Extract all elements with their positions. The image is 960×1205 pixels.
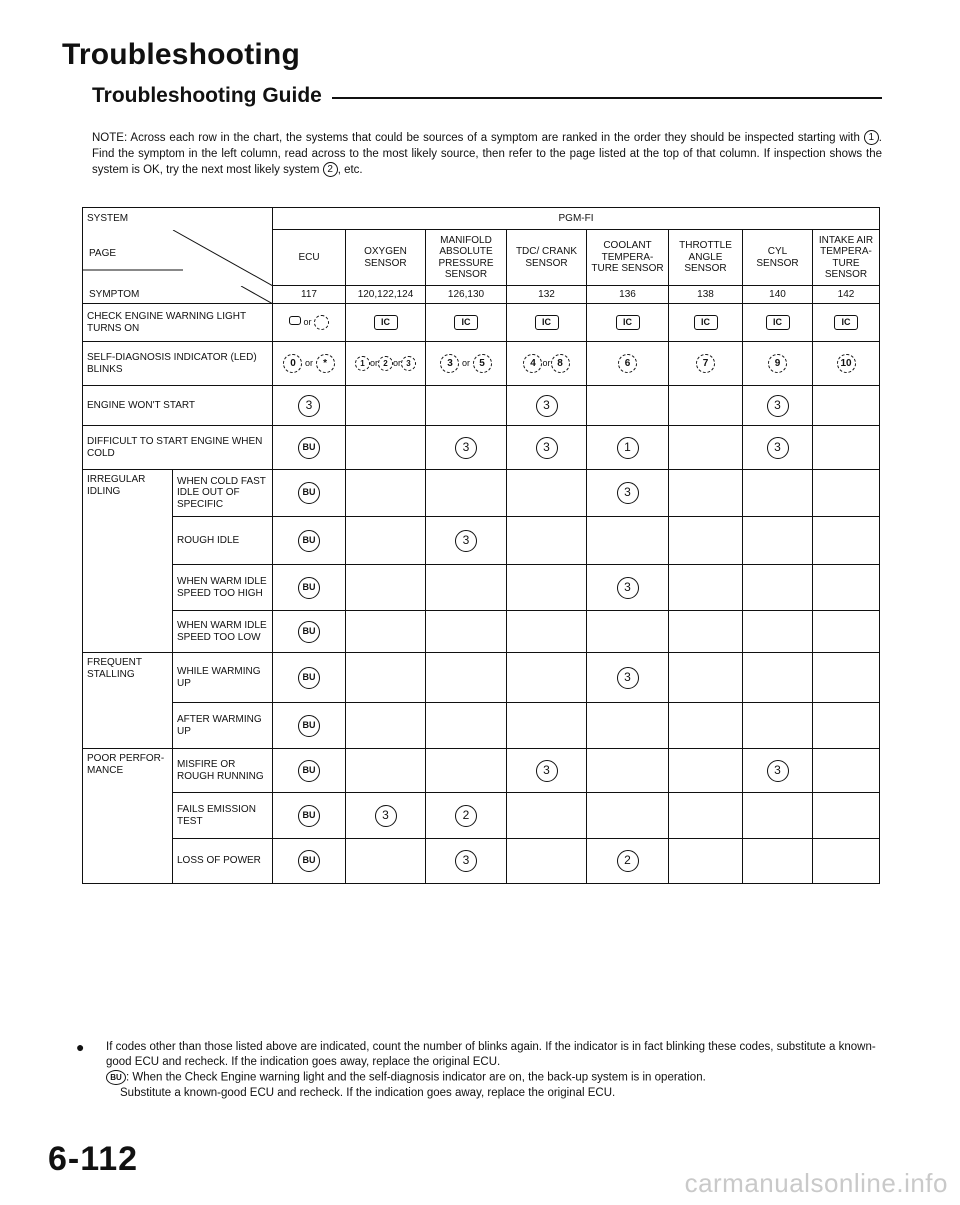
cell	[743, 703, 813, 749]
cell	[426, 793, 507, 839]
cell	[273, 653, 346, 703]
cell	[426, 653, 507, 703]
table-row	[83, 386, 880, 426]
col-intake-air-temp-sensor: INTAKE AIR TEMPERA- TURE SENSOR	[813, 230, 880, 286]
frequent-stalling-group: FREQUENT STALLING	[83, 653, 173, 749]
symptom-label-cell	[83, 286, 273, 304]
note-text-3: , etc.	[337, 164, 363, 176]
cell	[669, 749, 743, 793]
rough-idle-label: ROUGH IDLE	[173, 517, 273, 565]
col-cyl-sensor: CYL SENSOR	[743, 230, 813, 286]
cell	[743, 793, 813, 839]
col-oxygen-sensor: OXYGEN SENSOR	[346, 230, 426, 286]
led-code-icon: 4	[523, 354, 542, 373]
col-throttle-angle-sensor: THROTTLE ANGLE SENSOR	[669, 230, 743, 286]
cell	[273, 793, 346, 839]
check-engine-throttle	[669, 304, 743, 342]
rank-mark: 3	[455, 850, 477, 872]
table-row	[83, 611, 880, 653]
table-row	[83, 703, 880, 749]
led-code-icon: 9	[768, 354, 787, 373]
cell	[669, 386, 743, 426]
irregular-idling-group: IRREGULAR IDLING	[83, 470, 173, 653]
rank-mark: 3	[617, 577, 639, 599]
lamp-off-icon	[289, 316, 301, 325]
cell	[813, 611, 880, 653]
page-map: 126,130	[426, 286, 507, 304]
cell	[587, 470, 669, 517]
or-text: or	[393, 357, 402, 368]
check-engine-icon: IC	[535, 315, 559, 330]
rank-mark: 3	[536, 760, 558, 782]
rank-mark: 3	[536, 395, 558, 417]
col-tdc-crank-sensor: TDC/ CRANK SENSOR	[507, 230, 587, 286]
cell	[507, 749, 587, 793]
cell	[743, 611, 813, 653]
cell	[669, 470, 743, 517]
footnote	[76, 1040, 886, 1101]
system-label: SYSTEM	[83, 208, 273, 230]
cell	[813, 839, 880, 884]
rank-mark: 3	[617, 667, 639, 689]
misfire-label: MISFIRE OR ROUGH RUNNING	[173, 749, 273, 793]
page-cyl: 140	[743, 286, 813, 304]
check-engine-oxygen	[346, 304, 426, 342]
cell	[587, 517, 669, 565]
led-code-icon: 6	[618, 354, 637, 373]
cell	[507, 517, 587, 565]
led-code-icon: 5	[473, 354, 492, 373]
backup-mark: BU	[298, 482, 320, 504]
table-row	[83, 749, 880, 793]
rank-mark: 3	[767, 437, 789, 459]
rank-mark: 2	[455, 805, 477, 827]
check-engine-map	[426, 304, 507, 342]
cell	[813, 703, 880, 749]
check-engine-icon: IC	[766, 315, 790, 330]
cell	[426, 565, 507, 611]
cell	[813, 517, 880, 565]
page-number: 6-112	[48, 1140, 139, 1178]
cell	[346, 839, 426, 884]
check-engine-cyl	[743, 304, 813, 342]
backup-mark: BU	[298, 621, 320, 643]
backup-mark: BU	[106, 1070, 126, 1085]
cell	[346, 749, 426, 793]
page-iat: 142	[813, 286, 880, 304]
rank-mark: 3	[767, 395, 789, 417]
rank-mark: 3	[767, 760, 789, 782]
watermark: carmanualsonline.info	[684, 1168, 948, 1198]
cell	[273, 517, 346, 565]
table-row	[83, 653, 880, 703]
cell	[426, 749, 507, 793]
footnote-line-3: Substitute a known-good ECU and recheck. If the indication goes away, replace the original ECU.	[120, 1086, 616, 1099]
cell	[507, 565, 587, 611]
cell	[426, 517, 507, 565]
cell	[273, 386, 346, 426]
page-oxygen: 120,122,124	[346, 286, 426, 304]
cell	[669, 839, 743, 884]
led-code-icon: 10	[837, 354, 856, 373]
cell	[743, 565, 813, 611]
page-label-cell	[83, 230, 273, 286]
note-text-1: NOTE: Across each row in the chart, the systems that could be sources of a symptom are ranked in the order they should be inspected starting with	[92, 132, 860, 144]
cell	[669, 653, 743, 703]
cell	[813, 386, 880, 426]
table-row	[83, 793, 880, 839]
cell	[669, 426, 743, 470]
led-code-icon: 0	[283, 354, 302, 373]
led-code-icon: 3	[440, 354, 459, 373]
backup-mark: BU	[298, 577, 320, 599]
table-row	[83, 426, 880, 470]
sd-oxygen	[346, 342, 426, 386]
cold-start-label: DIFFICULT TO START ENGINE WHEN COLD	[83, 426, 273, 470]
cell	[669, 517, 743, 565]
cell	[669, 565, 743, 611]
led-code-icon: *	[316, 354, 335, 373]
table-row	[83, 470, 880, 517]
cell	[669, 703, 743, 749]
backup-mark: BU	[298, 760, 320, 782]
backup-mark: BU	[298, 805, 320, 827]
no-start-label: ENGINE WON'T START	[83, 386, 273, 426]
cell	[813, 426, 880, 470]
cell	[743, 470, 813, 517]
table-row	[83, 565, 880, 611]
column-names-row	[83, 230, 880, 286]
col-coolant-temp-sensor: COOLANT TEMPERA- TURE SENSOR	[587, 230, 669, 286]
page-throttle: 138	[669, 286, 743, 304]
cell	[426, 839, 507, 884]
cell	[507, 470, 587, 517]
cell	[346, 653, 426, 703]
cell	[813, 565, 880, 611]
check-engine-row	[83, 304, 880, 342]
cell	[507, 839, 587, 884]
cell	[346, 703, 426, 749]
cell	[507, 653, 587, 703]
sd-tdc	[507, 342, 587, 386]
cell	[587, 653, 669, 703]
check-engine-iat	[813, 304, 880, 342]
cell	[669, 793, 743, 839]
cell	[273, 839, 346, 884]
or-text: or	[461, 357, 470, 368]
cell	[587, 839, 669, 884]
cell	[507, 611, 587, 653]
cell	[587, 793, 669, 839]
cell	[743, 517, 813, 565]
bullet-icon: ●	[76, 1039, 85, 1055]
led-code-icon: 3	[401, 356, 416, 371]
page-coolant: 136	[587, 286, 669, 304]
cell	[743, 839, 813, 884]
cell	[426, 386, 507, 426]
lamp-blink-icon	[314, 315, 329, 330]
cell	[587, 703, 669, 749]
check-engine-tdc	[507, 304, 587, 342]
cell	[813, 470, 880, 517]
page-label: PAGE	[89, 247, 117, 259]
check-engine-label: CHECK ENGINE WARNING LIGHT TURNS ON	[83, 304, 273, 342]
cell	[426, 611, 507, 653]
cell	[346, 386, 426, 426]
page-title: Troubleshooting	[62, 38, 300, 71]
cell	[273, 426, 346, 470]
check-engine-icon: IC	[374, 315, 398, 330]
while-warming-label: WHILE WARMING UP	[173, 653, 273, 703]
cell	[743, 426, 813, 470]
warm-low-label: WHEN WARM IDLE SPEED TOO LOW	[173, 611, 273, 653]
cell	[507, 386, 587, 426]
led-code-icon: 8	[551, 354, 570, 373]
backup-mark: BU	[298, 530, 320, 552]
backup-mark: BU	[298, 437, 320, 459]
or-text: or	[303, 316, 312, 327]
page-numbers-row	[83, 286, 880, 304]
self-diagnosis-label: SELF-DIAGNOSIS INDICATOR (LED) BLINKS	[83, 342, 273, 386]
heading-rule	[332, 97, 882, 99]
check-engine-icon: IC	[454, 315, 478, 330]
rank-mark: 3	[375, 805, 397, 827]
troubleshooting-table	[82, 207, 880, 884]
table-row	[83, 517, 880, 565]
cell	[426, 426, 507, 470]
sd-map	[426, 342, 507, 386]
cell	[813, 653, 880, 703]
footnote-line-2-text: : When the Check Engine warning light and the self-diagnosis indicator are on, the back-up system is in operation.	[126, 1071, 706, 1084]
cell	[587, 749, 669, 793]
rank-mark: 2	[617, 850, 639, 872]
footnote-line-2	[106, 1070, 886, 1086]
cell	[743, 653, 813, 703]
col-map-sensor: MANIFOLD ABSOLUTE PRESSURE SENSOR	[426, 230, 507, 286]
cell	[346, 793, 426, 839]
cell	[273, 565, 346, 611]
cell	[507, 426, 587, 470]
footnote-line-1: If codes other than those listed above are indicated, count the number of blinks again. If the indicator is in fact blinking these codes, substitute a known-good ECU and recheck. If the indication goes away, replace the original ECU.	[106, 1041, 876, 1068]
check-engine-icon: IC	[616, 315, 640, 330]
backup-mark: BU	[298, 667, 320, 689]
loss-of-power-label: LOSS OF POWER	[173, 839, 273, 884]
sd-ecu	[273, 342, 346, 386]
rank-2-mark: 2	[323, 162, 338, 177]
cell	[743, 749, 813, 793]
pgm-fi-group: PGM-FI	[273, 208, 880, 230]
backup-mark: BU	[298, 850, 320, 872]
check-engine-coolant	[587, 304, 669, 342]
cell	[273, 703, 346, 749]
check-engine-ecu	[273, 304, 346, 342]
cell	[813, 793, 880, 839]
rank-1-mark: 1	[864, 130, 879, 145]
cell	[587, 611, 669, 653]
backup-mark: BU	[298, 715, 320, 737]
or-text: or	[542, 357, 551, 368]
section-subtitle: Troubleshooting Guide	[92, 84, 322, 107]
warm-high-label: WHEN WARM IDLE SPEED TOO HIGH	[173, 565, 273, 611]
or-text: or	[369, 357, 378, 368]
note-text-2: . Find the symptom in the left column, read across to the most likely source, then refer to the page listed at the top of that column. If inspection shows the system is OK, try the next most likely system	[92, 132, 882, 176]
page-tdc: 132	[507, 286, 587, 304]
or-text: or	[304, 357, 313, 368]
cell	[507, 793, 587, 839]
led-code-icon: 2	[378, 356, 393, 371]
rank-mark: 3	[298, 395, 320, 417]
check-engine-icon: IC	[694, 315, 718, 330]
col-ecu: ECU	[273, 230, 346, 286]
emission-label: FAILS EMISSION TEST	[173, 793, 273, 839]
cell	[743, 386, 813, 426]
poor-performance-group: POOR PERFOR- MANCE	[83, 749, 173, 884]
cell	[426, 470, 507, 517]
cell	[346, 426, 426, 470]
cell	[346, 470, 426, 517]
rank-mark: 1	[617, 437, 639, 459]
sd-iat	[813, 342, 880, 386]
instruction-note	[92, 130, 882, 178]
led-code-icon: 7	[696, 354, 715, 373]
rank-mark: 3	[617, 482, 639, 504]
rank-mark: 3	[455, 437, 477, 459]
fast-idle-label: WHEN COLD FAST IDLE OUT OF SPECIFIC	[173, 470, 273, 517]
self-diagnosis-row	[83, 342, 880, 386]
table-row	[83, 839, 880, 884]
cell	[273, 470, 346, 517]
cell	[669, 611, 743, 653]
cell	[507, 703, 587, 749]
cell	[346, 565, 426, 611]
cell	[273, 749, 346, 793]
sd-coolant	[587, 342, 669, 386]
symptom-label: SYMPTOM	[89, 288, 140, 300]
system-header-row	[83, 208, 880, 230]
section-heading	[92, 84, 882, 108]
cell	[587, 565, 669, 611]
after-warming-label: AFTER WARMING UP	[173, 703, 273, 749]
cell	[346, 611, 426, 653]
cell	[813, 749, 880, 793]
led-code-icon: 1	[355, 356, 370, 371]
rank-mark: 3	[455, 530, 477, 552]
cell	[587, 386, 669, 426]
page-ecu: 117	[273, 286, 346, 304]
sd-throttle	[669, 342, 743, 386]
cell	[273, 611, 346, 653]
cell	[426, 703, 507, 749]
check-engine-icon: IC	[834, 315, 858, 330]
sd-cyl	[743, 342, 813, 386]
cell	[346, 517, 426, 565]
rank-mark: 3	[536, 437, 558, 459]
cell	[587, 426, 669, 470]
